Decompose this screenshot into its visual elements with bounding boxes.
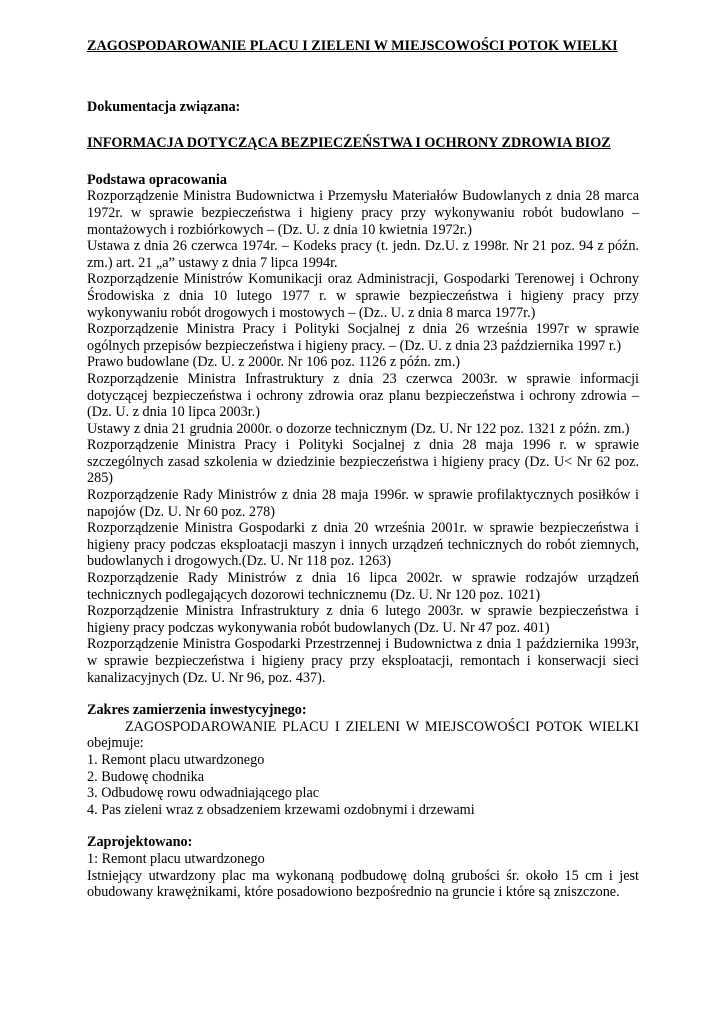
scope-heading: Zakres zamierzenia inwestycyjnego: (87, 702, 307, 719)
designed-subheading: 1: Remont placu utwardzonego (87, 850, 265, 867)
basis-item: Rozporządzenie Ministra Gospodarki Przestrzennej i Budownictwa z dnia 1 października 1993r, w sprawie bezpieczeństwa i higieny pracy przy eksploatacji, remontach i konserwacji sieci kanalizacyjnych (Dz. U. Nr 96, poz. 437). (87, 636, 639, 686)
basis-item: Rozporządzenie Ministra Infrastruktury z dnia 6 lutego 2003r. w sprawie bezpieczeństwa i higieny pracy podczas wykonywania robót budowlanych (Dz. U. Nr 47 poz. 401) (87, 603, 639, 636)
scope-item: 1. Remont placu utwardzonego (87, 751, 265, 768)
basis-item: Rozporządzenie Ministra Pracy i Polityki Socjalnej z dnia 26 września 1997r w sprawie ogólnych przepisów bezpieczeństwa i higieny pracy. – (Dz. U. z dnia 23 października 1997 r.) (87, 321, 639, 354)
basis-item: Prawo budowlane (Dz. U. z 2000r. Nr 106 poz. 1126 z późn. zm.) (87, 354, 460, 371)
document-title: ZAGOSPODAROWANIE PLACU I ZIELENI W MIEJSCOWOŚCI POTOK WIELKI (87, 38, 618, 54)
document-page (87, 38, 639, 901)
basis-item: Rozporządzenie Rady Ministrów z dnia 28 maja 1996r. w sprawie profilaktycznych posiłków i napojów (Dz. U. Nr 60 poz. 278) (87, 487, 639, 520)
designed-heading: Zaprojektowano: (87, 834, 193, 851)
designed-text: Istniejący utwardzony plac ma wykonaną podbudowę dolną grubości śr. około 15 cm i jest obudowany krawężnikami, które posadowiono bezpośrednio na gruncie i które są zniszczone. (87, 867, 639, 901)
basis-item: Rozporządzenie Ministra Infrastruktury z dnia 23 czerwca 2003r. w sprawie informacji dotyczącej bezpieczeństwa i ochrony zdrowia oraz planu bezpieczeństwa i ochrony zdrowia – (Dz. U. z dnia 10 lipca 2003r.) (87, 370, 639, 421)
basis-item: Rozporządzenie Ministra Gospodarki z dnia 20 września 2001r. w sprawie bezpieczeństwa i higieny pracy podczas eksploatacji maszyn i innych urządzeń technicznych do robót ziemnych, budowlanych i drogowych.(Dz. U. Nr 118 poz. 1263) (87, 520, 639, 570)
basis-item: Rozporządzenie Rady Ministrów z dnia 16 lipca 2002r. w sprawie rodzajów urządzeń technicznych podlegających dozorowi technicznemu (Dz. U. Nr 120 poz. 1021) (87, 570, 639, 603)
scope-item: 3. Odbudowę rowu odwadniającego plac (87, 785, 320, 802)
basis-item: Ustawa z dnia 26 czerwca 1974r. – Kodeks pracy (t. jedn. Dz.U. z 1998r. Nr 21 poz. 94 z późn. zm.) art. 21 „a” ustawy z dnia 7 lipca 1994r. (87, 238, 639, 271)
scope-intro: ZAGOSPODAROWANIE PLACU I ZIELENI W MIEJSCOWOŚCI POTOK WIELKI obejmuje: (87, 718, 639, 752)
basis-item: Ustawy z dnia 21 grudnia 2000r. o dozorze technicznym (Dz. U. Nr 122 poz. 1321 z późn. zm.) (87, 420, 630, 437)
basis-heading: Podstawa opracowania (87, 171, 227, 188)
basis-item: Rozporządzenie Ministra Budownictwa i Przemysłu Materiałów Budowlanych z dnia 28 marca 1972r. w sprawie bezpieczeństwa i higieny pracy przy wykonywaniu robót budowlano – montażowych i rozbiórkowych – (Dz. U. z dnia 10 kwietnia 1972r.) (87, 188, 639, 238)
basis-item: Rozporządzenie Ministrów Komunikacji oraz Administracji, Gospodarki Terenowej i Ochrony Środowiska z dnia 10 lutego 1977 r. w sprawie bezpieczeństwa i higieny pracy przy wykonywaniu robót drogowych i mostowych – (Dz.. U. z dnia 8 marca 1977r.) (87, 271, 639, 321)
scope-item: 4. Pas zieleni wraz z obsadzeniem krzewami ozdobnymi i drzewami (87, 801, 475, 818)
basis-list (87, 188, 639, 686)
scope-list (87, 752, 639, 818)
bioz-heading: INFORMACJA DOTYCZĄCA BEZPIECZEŃSTWA I OCHRONY ZDROWIA BIOZ (87, 135, 611, 152)
basis-item: Rozporządzenie Ministra Pracy i Polityki Socjalnej z dnia 28 maja 1996 r. w sprawie szczególnych zasad szkolenia w dziedzinie bezpieczeństwa i higieny pracy (Dz. U< Nr 62 poz. 285) (87, 437, 639, 487)
related-docs-label: Dokumentacja związana: (87, 98, 241, 115)
scope-item: 2. Budowę chodnika (87, 768, 205, 785)
